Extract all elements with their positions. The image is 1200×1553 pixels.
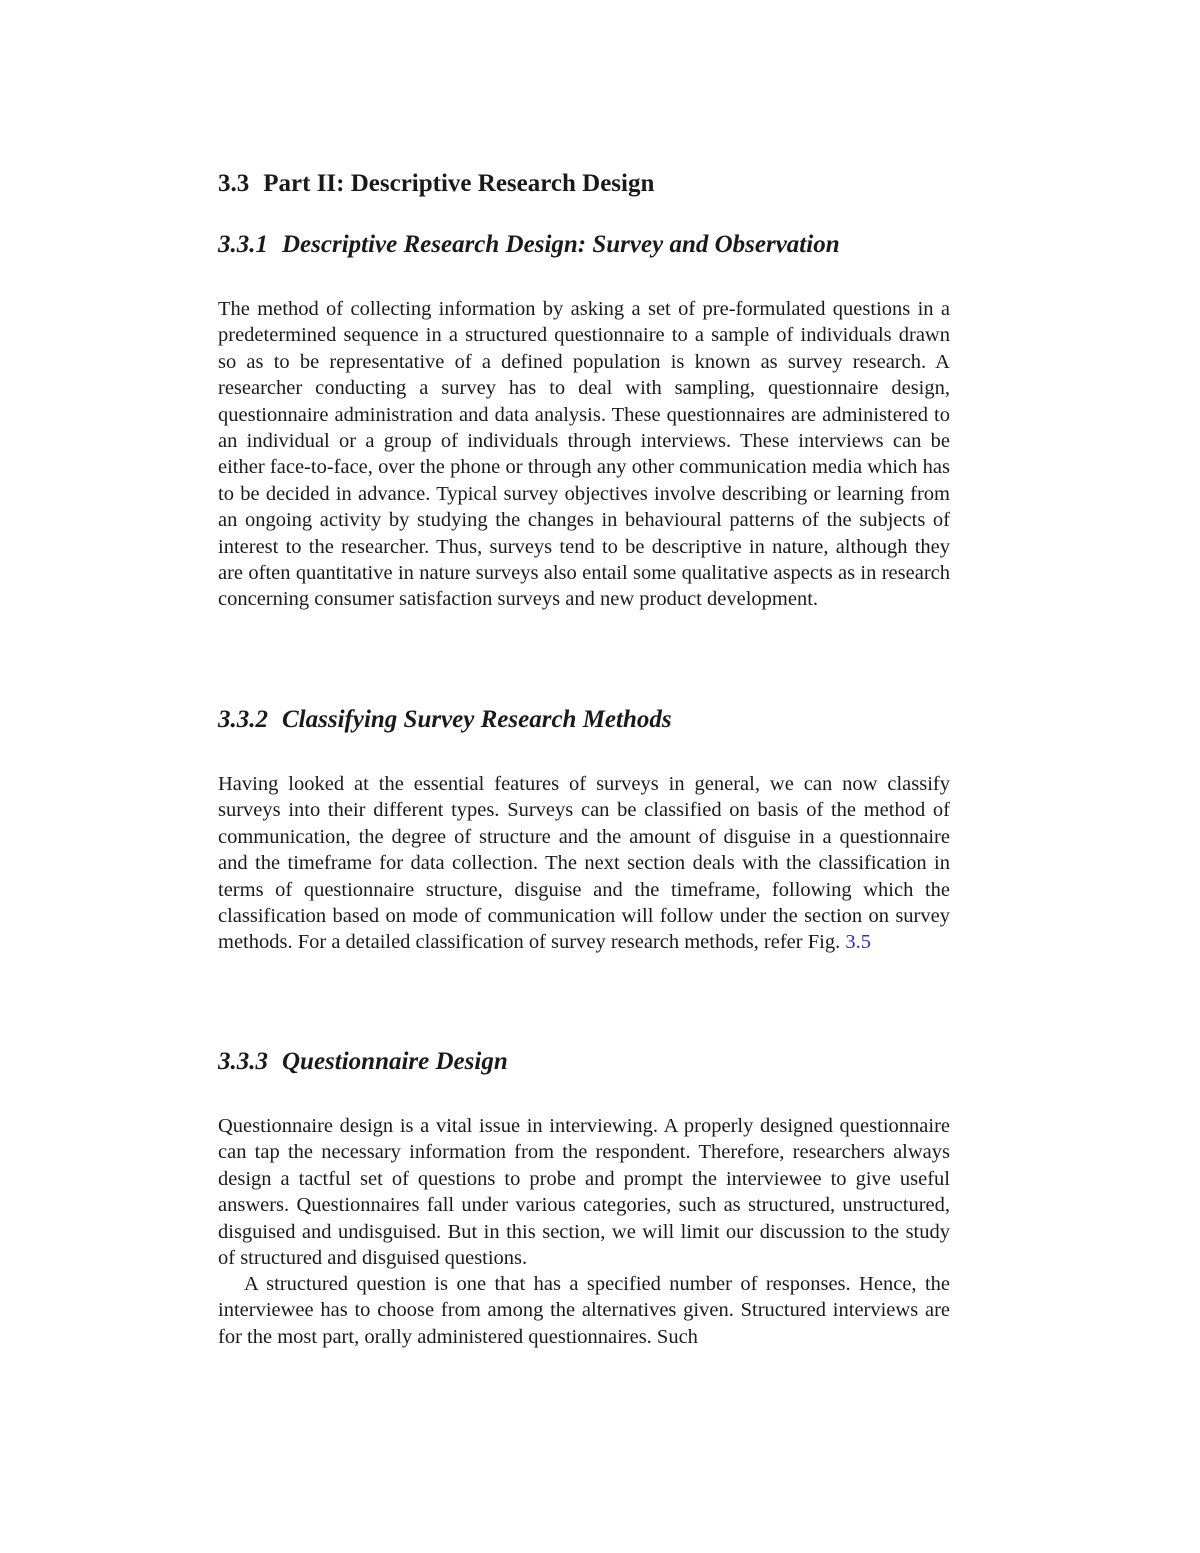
subsection-heading-3-3-1 bbox=[218, 229, 840, 261]
subsection-number: 3.3.3 bbox=[218, 1048, 268, 1075]
paragraph-survey-research: The method of collecting information by asking a set of pre-formulated questions in a predetermined sequence in a structured questionnaire to a sample of individuals drawn so as to be representative of a defined population is known as survey research. A researcher conducting a survey has to deal with sampling, questionnaire design, questionnaire administration and data analysis. These questionnaires are administered to an individual or a group of individuals through interviews. These interviews can be either face-to-face, over the phone or through any other communication media which has to be decided in advance. Typical survey objectives involve describing or learning from an ongoing activity by studying the changes in behavioural patterns of the subjects of interest to the researcher. Thus, surveys tend to be descriptive in nature, although they are often quantitative in nature surveys also entail some qualitative aspects as in research concerning consumer satisfaction surveys and new product development. bbox=[218, 298, 950, 611]
figure-reference-link[interactable]: 3.5 bbox=[845, 931, 871, 954]
paragraph-text: Having looked at the essential features of surveys in general, we can now classify surveys into their different types. Surveys can be classified on basis of the method of communication, the degree of structure and the amount of disguise in a questionnaire and the timeframe for data collection. The next section deals with the classification in terms of questionnaire structure, disguise and the timeframe, following which the classification based on mode of communication will follow under the section on survey methods. For a detailed classification of survey research methods, refer Fig. bbox=[218, 773, 950, 954]
subsection-title: Descriptive Research Design: Survey and Observation bbox=[282, 231, 840, 258]
subsection-number: 3.3.2 bbox=[218, 706, 268, 733]
section-title: Part II: Descriptive Research Design bbox=[263, 170, 655, 197]
subsection-number: 3.3.1 bbox=[218, 231, 268, 258]
paragraph-classifying-surveys bbox=[218, 771, 950, 956]
section-number: 3.3 bbox=[218, 170, 250, 197]
subsection-heading-3-3-2 bbox=[218, 704, 672, 736]
paragraph-questionnaire-design: Questionnaire design is a vital issue in interviewing. A properly designed questionnaire can tap the necessary information from the respondent. Therefore, researchers always design a tactful set of questions to probe and prompt the interviewee to give useful answers. Questionnaires fall under various categories, such as structured, unstructured, disguised and undisguised. But in this section, we will limit our discussion to the study of structured and disguised questions. bbox=[218, 1115, 950, 1270]
section-heading bbox=[218, 168, 654, 200]
subsection-title: Questionnaire Design bbox=[282, 1048, 508, 1075]
subsection-heading-3-3-3 bbox=[218, 1046, 508, 1078]
subsection-title: Classifying Survey Research Methods bbox=[282, 706, 672, 733]
paragraph-structured-question: A structured question is one that has a specified number of responses. Hence, the interviewee has to choose from among the alternatives given. Structured interviews are for the most part, orally administered questionnaires. Such bbox=[218, 1273, 950, 1348]
